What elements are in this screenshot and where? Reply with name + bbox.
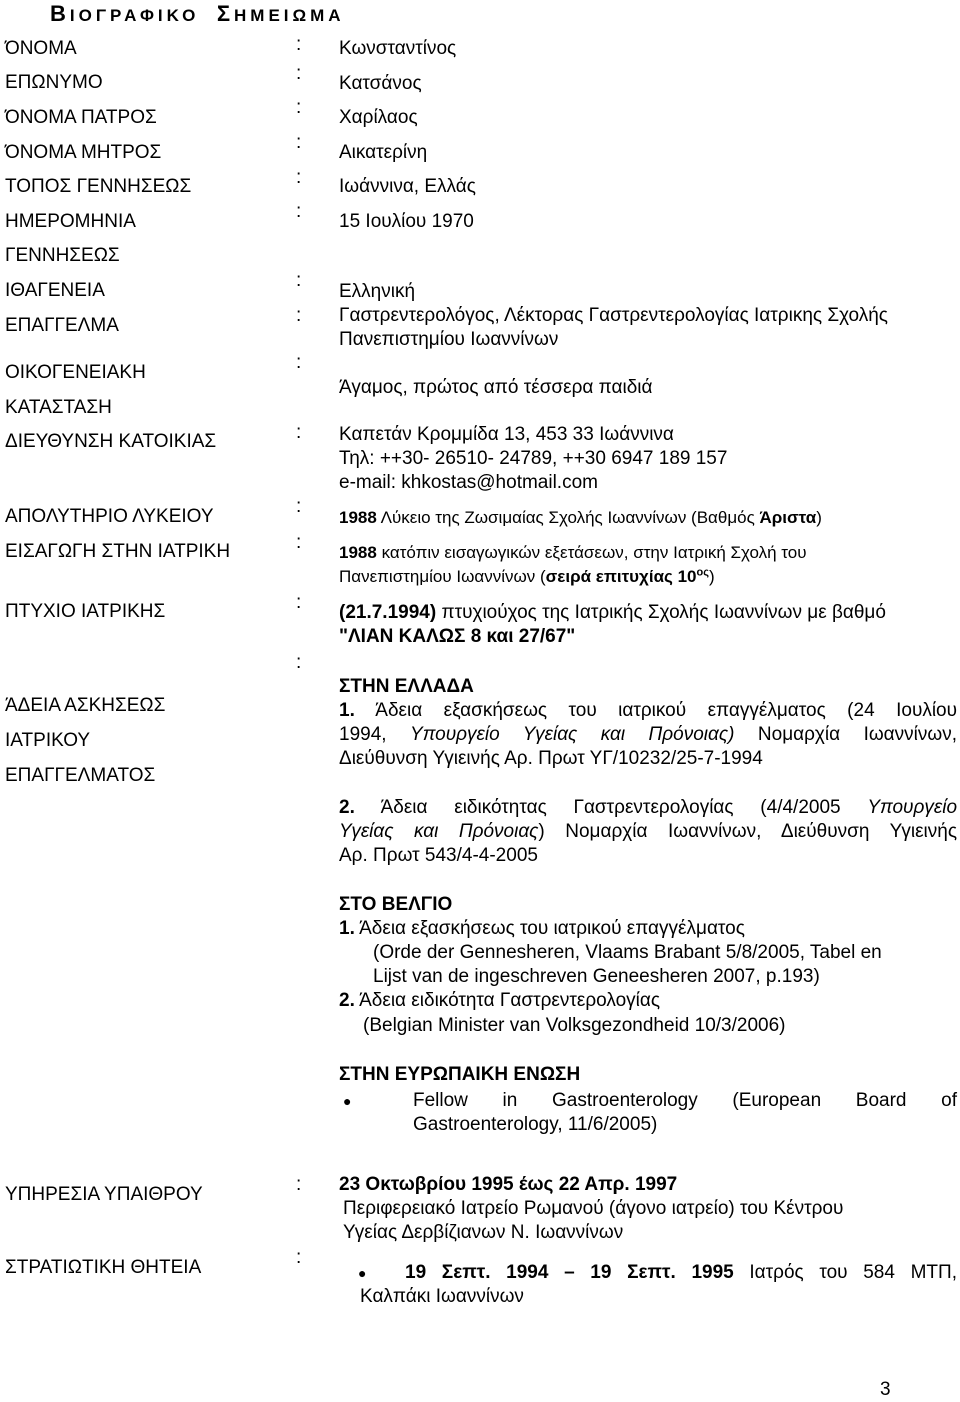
license-greece-item1-line3: Διεύθυνση Υγιεινής Αρ. Πρωτ ΥΓ/10232/25-7-1994: [339, 748, 763, 769]
label-nationality: ΙΘΑΓΕΝΕΙΑ: [5, 280, 105, 301]
label-name: ΌΝΟΜΑ: [5, 38, 77, 59]
value-phone: Τηλ: ++30- 26510- 24789, ++30 6947 189 157: [339, 448, 728, 469]
label-mother-name: ΌΝΟΜΑ ΜΗΤΡΟΣ: [5, 142, 162, 163]
label-rural-service: ΥΠΗΡΕΣΙΑ ΥΠΑΙΘΡΟΥ: [5, 1184, 203, 1205]
license-greece-item2-line1: 2. Άδεια ειδικότητας Γαστρεντερολογίας (4/4/2005 Υπουργείο: [339, 797, 958, 818]
separator: :: [296, 34, 302, 55]
license-belgium-item1-line3: Lijst van de ingeschreven Geneesheren 2007, p.193): [373, 966, 820, 987]
separator: :: [296, 132, 302, 153]
separator: :: [296, 496, 302, 517]
license-belgium-item1-line2: (Orde der Gennesheren, Vlaams Brabant 5/8/2005, Tabel en: [373, 942, 882, 963]
label-surname: ΕΠΩΝΥΜΟ: [5, 72, 103, 93]
label-license: ΆΔΕΙΑ ΑΣΚΗΣΕΩΣ: [5, 695, 166, 716]
value-degree-grade: "ΛΙΑΝ ΚΑΛΩΣ 8 και 27/67": [339, 626, 576, 647]
separator: :: [296, 532, 302, 553]
license-belgium-item1-line1: 1. Άδεια εξασκήσεως του ιατρικού επαγγέλματος: [339, 918, 745, 939]
separator: :: [296, 305, 302, 326]
value-admission: 1988 κατόπιν εισαγωγικών εξετάσεων, στην Ιατρική Σχολή του: [339, 543, 807, 562]
separator: :: [296, 352, 302, 373]
separator: :: [296, 167, 302, 188]
license-greece-heading: ΣΤΗΝ ΕΛΛΑΔΑ: [339, 676, 474, 697]
value-birthplace: Ιωάννινα, Ελλάς: [339, 176, 476, 197]
value-nationality: Ελληνική: [339, 281, 416, 302]
label-profession: ΕΠΑΓΓΕΛΜΑ: [5, 315, 119, 336]
bullet-icon: ●: [358, 1265, 367, 1281]
label-family-status: ΟΙΚΟΓΕΝΕΙΑΚΗ: [5, 362, 146, 383]
license-greece-item2-line3: Αρ. Πρωτ 543/4-4-2005: [339, 845, 538, 866]
value-profession-2: Πανεπιστημίου Ιωαννίνων: [339, 329, 559, 350]
value-family-status: Άγαμος, πρώτος από τέσσερα παιδιά: [339, 377, 653, 398]
value-lyceum: 1988 Λύκειο της Ζωσιμαίας Σχολής Ιωαννίνων (Βαθμός Άριστα): [339, 508, 822, 527]
page-number: 3: [880, 1379, 891, 1400]
value-surname: Κατσάνος: [339, 73, 422, 94]
value-rural-dates: 23 Οκτωβρίου 1995 έως 22 Απρ. 1997: [339, 1174, 678, 1195]
value-email: e-mail: khkostas@hotmail.com: [339, 472, 598, 493]
value-military-line1: 19 Σεπτ. 1994 – 19 Σεπτ. 1995 Ιατρός του 584 ΜΤΠ,: [405, 1262, 957, 1283]
license-greece-item1-line2: 1994, Υπουργείο Υγείας και Πρόνοιας) Νομαρχία Ιωαννίνων,: [339, 724, 958, 745]
label-military-service: ΣΤΡΑΤΙΩΤΙΚΗ ΘΗΤΕΙΑ: [5, 1257, 202, 1278]
label-degree: ΠΤΥΧΙΟ ΙΑΤΡΙΚΗΣ: [5, 601, 166, 622]
separator: :: [296, 270, 302, 291]
separator: :: [296, 1247, 302, 1268]
separator: :: [296, 63, 302, 84]
value-father-name: Χαρίλαος: [339, 107, 418, 128]
bullet-icon: ●: [343, 1093, 352, 1109]
label-birthplace: ΤΟΠΟΣ ΓΕΝΝΗΣΕΩΣ: [5, 176, 192, 197]
label-birthdate: ΗΜΕΡΟΜΗΝΙΑ: [5, 211, 136, 232]
separator: :: [296, 1174, 302, 1195]
separator: :: [296, 652, 302, 673]
value-profession: Γαστρεντερολόγος, Λέκτορας Γαστρεντερολογίας Ιατρικης Σχολής: [339, 305, 888, 326]
license-eu-line2: Gastroenterology, 11/6/2005): [413, 1114, 658, 1135]
separator: :: [296, 422, 302, 443]
license-belgium-item2-line1: 2. Άδεια ειδικότητα Γαστρεντερολογίας: [339, 990, 661, 1011]
label-family-status-2: ΚΑΤΑΣΤΑΣΗ: [5, 397, 112, 418]
label-admission: ΕΙΣΑΓΩΓΗ ΣΤΗΝ ΙΑΤΡΙΚΗ: [5, 541, 231, 562]
license-belgium-item2-line2: (Belgian Minister van Volksgezondheid 10/3/2006): [363, 1015, 786, 1036]
document-title: ΒΙΟΓΡΑΦΙΚΟ ΣΗΜΕΙΩΜΑ: [50, 1, 345, 26]
license-belgium-heading: ΣΤΟ ΒΕΛΓΙΟ: [339, 894, 453, 915]
separator: :: [296, 592, 302, 613]
value-mother-name: Αικατερίνη: [339, 142, 428, 163]
value-rural-line2: Υγείας Δερβίζιανων Ν. Ιωαννίνων: [343, 1222, 624, 1243]
label-lyceum: ΑΠΟΛΥΤΗΡΙΟ ΛΥΚΕΙΟΥ: [5, 506, 214, 527]
label-license-2: ΙΑΤΡΙΚΟΥ: [5, 730, 91, 751]
value-military-line2: Καλπάκι Ιωαννίνων: [360, 1286, 524, 1307]
value-address: Καπετάν Κρομμίδα 13, 453 33 Ιωάννινα: [339, 424, 674, 445]
separator: :: [296, 201, 302, 222]
value-rural-line1: Περιφερειακό Ιατρείο Ρωμανού (άγονο ιατρείο) του Κέντρου: [343, 1198, 844, 1219]
label-license-3: ΕΠΑΓΓΕΛΜΑΤΟΣ: [5, 765, 156, 786]
label-father-name: ΌΝΟΜΑ ΠΑΤΡΟΣ: [5, 107, 157, 128]
label-birthdate-2: ΓΕΝΝΗΣΕΩΣ: [5, 245, 120, 266]
license-eu-heading: ΣΤΗΝ ΕΥΡΩΠΑΙΚΗ ΕΝΩΣΗ: [339, 1064, 581, 1085]
value-admission-2: Πανεπιστημίου Ιωαννίνων (σειρά επιτυχίας $10^{o\varsigma}$): [339, 566, 715, 586]
license-greece-item1-line1: 1. Άδεια εξασκήσεως του ιατρικού επαγγέλματος (24 Ιουλίου: [339, 700, 958, 721]
value-birthdate: 15 Ιουλίου 1970: [339, 211, 474, 232]
value-degree: (21.7.1994) πτυχιούχος της Ιατρικής Σχολής Ιωαννίνων με βαθμό: [339, 602, 886, 623]
label-address: ΔΙΕΥΘΥΝΣΗ ΚΑΤΟΙΚΙΑΣ: [5, 431, 217, 452]
separator: :: [296, 97, 302, 118]
license-eu-line1: Fellow in Gastroenterology (European Board of: [413, 1090, 957, 1111]
value-name: Κωνσταντίνος: [339, 38, 457, 59]
license-greece-item2-line2: Υγείας και Πρόνοιας) Νομαρχία Ιωαννίνων, Διεύθυνση Υγιεινής: [339, 821, 957, 842]
